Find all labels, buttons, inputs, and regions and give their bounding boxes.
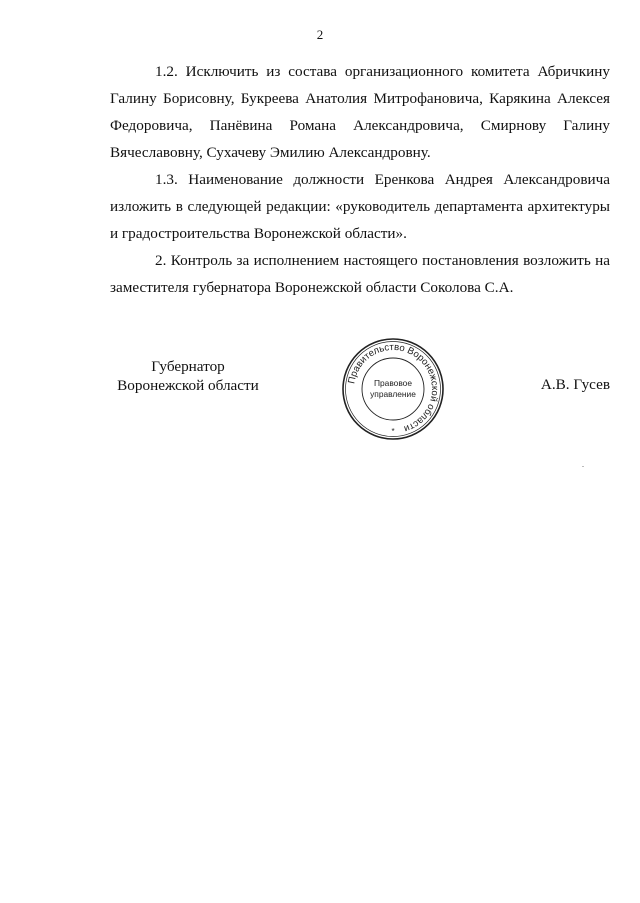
scan-artifact xyxy=(582,466,584,467)
signer-position xyxy=(108,357,268,395)
stamp-ring-text: Правительство Воронежской области xyxy=(346,341,441,435)
paragraph-2: 2. Контроль за исполнением настоящего постановления возложить на заместителя губернатора Воронежской области Соколова С.А. xyxy=(110,252,610,296)
stamp-center-line-1: Правовое xyxy=(373,378,413,388)
signer-position-line-2: Воронежской области xyxy=(117,377,259,394)
paragraph-1-3: 1.3. Наименование должности Еренкова Андрея Александровича изложить в следующей редакции: «руководитель департамента архитектуры и градостроительства Воронежской области». xyxy=(110,171,610,242)
paragraph-1-2: 1.2. Исключить из состава организационного комитета Абричкину Галину Борисовну, Букреева Анатолия Митрофановича, Карякина Алексея Федоровича, Панёвина Романа Александровича, Смирнову Галину Вячеславовну, Сухачеву Эмилию Александровну. xyxy=(110,63,610,161)
page-number: 2 xyxy=(316,27,324,42)
signer-name: А.В. Гусев xyxy=(540,376,610,393)
signer-position-line-1: Губернатор xyxy=(151,358,225,375)
stamp-center-line-2: управление xyxy=(370,389,416,399)
document-body xyxy=(110,58,610,301)
stamp-star-icon: * xyxy=(391,427,395,436)
official-stamp xyxy=(341,337,445,441)
